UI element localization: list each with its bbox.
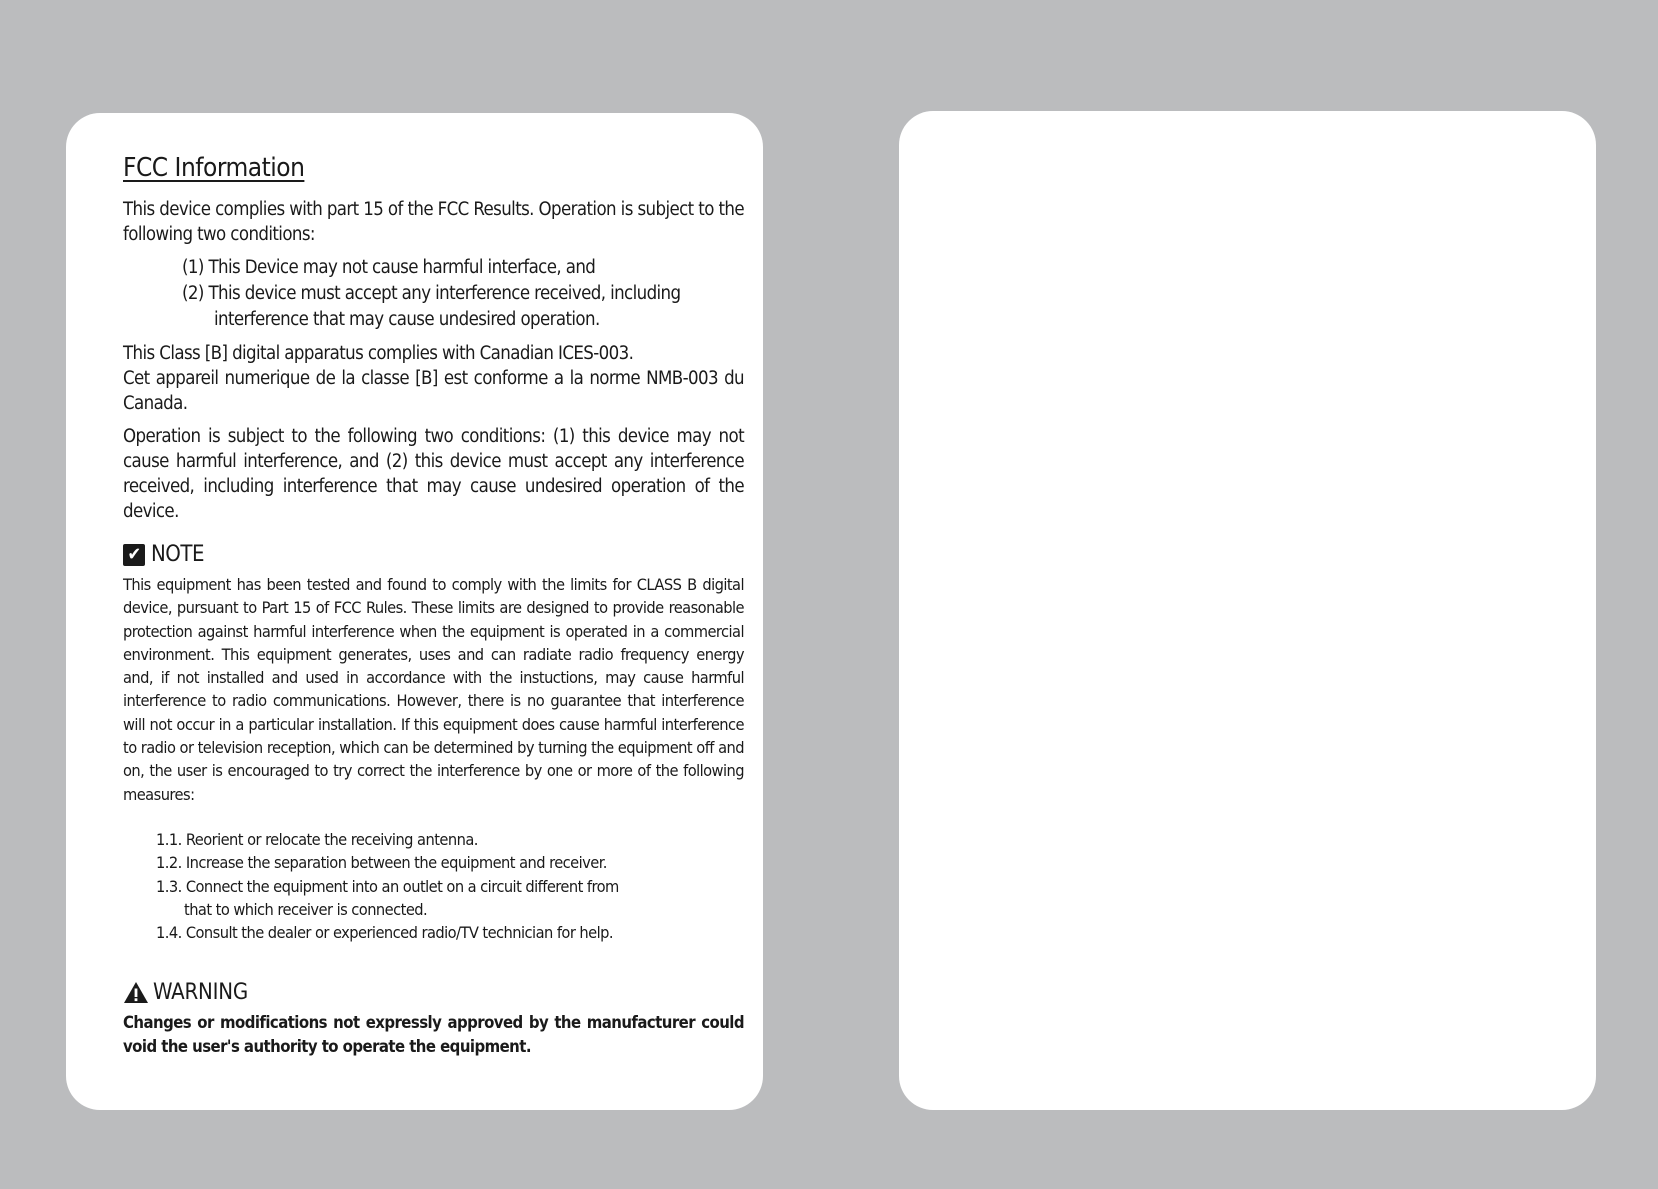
conditions-list [182,255,744,333]
left-page [66,113,763,1110]
condition-item [182,255,744,281]
canada-nmb-line: Cet appareil numerique de la classe [B] est conforme a la norme NMB-003 du Canada. [123,368,744,414]
warning-paragraph: Changes or modifications not expressly approved by the manufacturer could void the user's authority to operate the equipment. [123,1013,744,1056]
measure-text: 1.4. Consult the dealer or experienced radio/TV technician for help. [156,923,613,943]
measure-item [156,851,744,874]
right-page [899,111,1596,1110]
condition-text-continued: interference that may cause undesired operation. [214,309,600,330]
measure-text: 1.1. Reorient or relocate the receiving antenna. [156,829,478,849]
operation-paragraph: Operation is subject to the following two conditions: (1) this device may not cause harmful interference, and (2) this device must accept any interference received, including interference that may cause undesired operation of the device. [123,426,744,522]
measure-text-continued: that to which receiver is connected. [184,899,428,919]
condition-text: (1) This Device may not cause harmful interface, and [182,257,596,278]
measure-item [156,828,744,851]
condition-item [182,281,744,333]
warning-heading-label: WARNING [153,980,249,1006]
page-title: FCC Information [123,153,305,183]
condition-text: (2) This device must accept any interference received, including [182,283,681,304]
note-paragraph: This equipment has been tested and found to comply with the limits for CLASS B digital device, pursuant to Part 15 of FCC Rules. These limits are designed to provide reasonable protection against harmful interference when the equipment is operated in a commercial environment. This equipment generates, uses and can radiate radio frequency energy and, if not installed and used in accordance with the instuctions, may cause harmful interference to radio communications. However, there is no guarantee that interference will not occur in a particular installation. If this equipment does cause harmful interference to radio or television reception, which can be determined by turning the equipment off and on, the user is encouraged to try correct the interference by one or more of the following measures: [123,575,744,804]
intro-paragraph: This device complies with part 15 of the FCC Results. Operation is subject to the following two conditions: [123,199,744,245]
checkbox-icon: ✔ [123,544,145,566]
fcc-content [123,153,744,1058]
measure-text: 1.3. Connect the equipment into an outlet on a circuit different from [156,876,619,896]
measure-text: 1.2. Increase the separation between the equipment and receiver. [156,853,607,873]
measure-item [156,921,744,944]
measure-item [156,875,744,922]
note-heading [123,542,744,567]
warning-heading [123,980,744,1005]
canada-ices-line: This Class [B] digital apparatus complies with Canadian ICES-003. [123,343,634,364]
note-heading-label: NOTE [151,542,204,567]
warning-icon [123,981,149,1004]
measures-list [156,828,744,944]
